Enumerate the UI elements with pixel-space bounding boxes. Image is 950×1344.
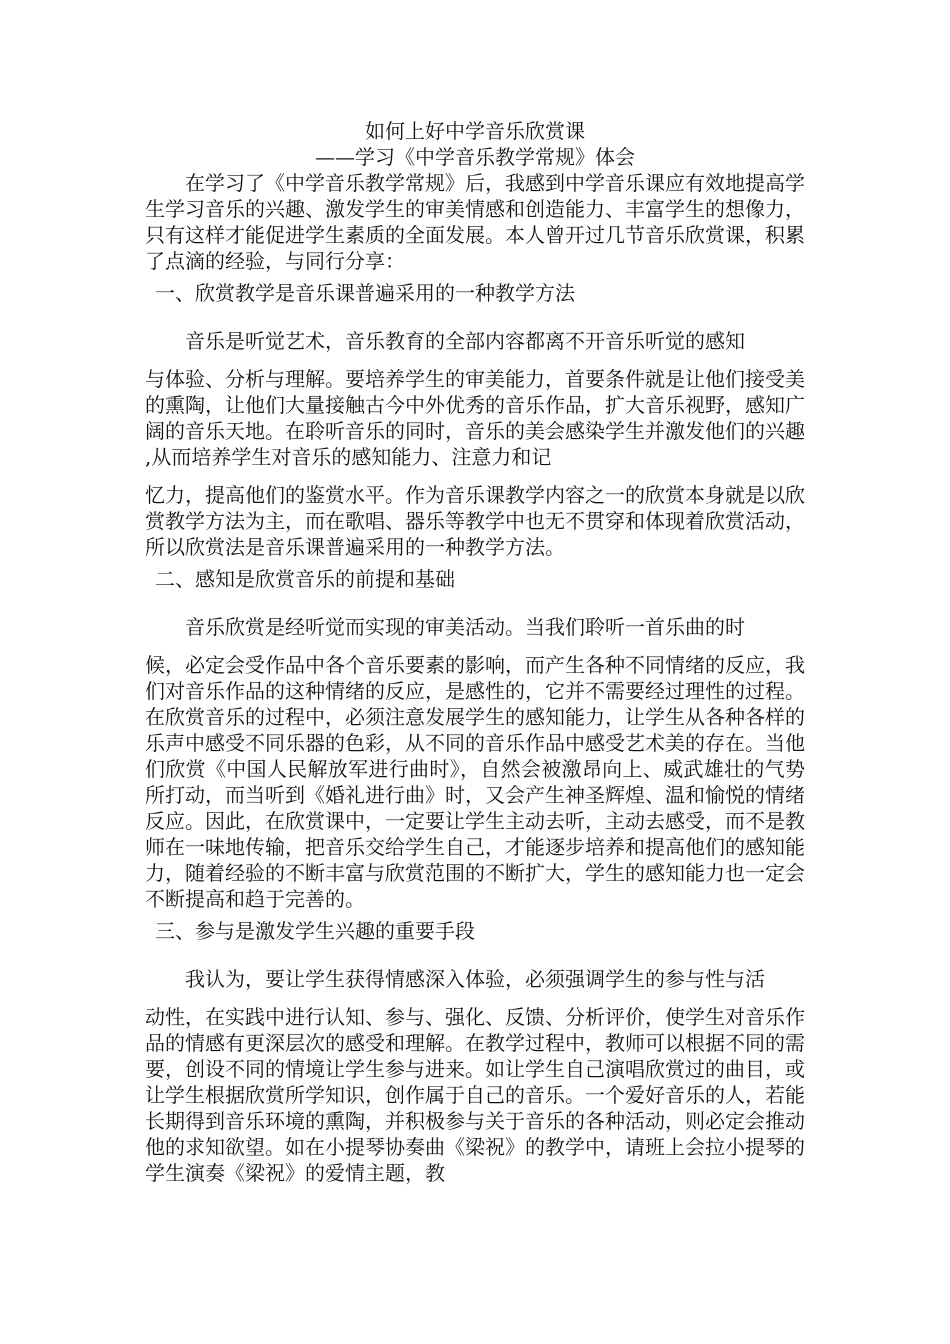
section-2-paragraph	[145, 614, 805, 912]
section-3-heading: 三、参与是激发学生兴趣的重要手段	[155, 919, 475, 943]
section-3-paragraph	[145, 966, 805, 1186]
intro-paragraph: 在学习了《中学音乐教学常规》后，我感到中学音乐课应有效地提高学生学习音乐的兴趣、激发学生的审美情感和创造能力、丰富学生的想像力，只有这样才能促进学生素质的全面发展。本人曾开过几节音乐欣赏课，积累了点滴的经验，与同行分享：	[145, 171, 805, 273]
section-1-heading: 一、欣赏教学是音乐课普遍采用的一种教学方法	[155, 281, 575, 305]
document-title: 如何上好中学音乐欣赏课	[365, 119, 585, 143]
section-1-part-3: 忆力，提高他们的鉴赏水平。作为音乐课教学内容之一的欣赏本身就是以欣赏教学方法为主，而在歌唱、器乐等教学中也无不贯穿和体现着欣赏活动，所以欣赏法是音乐课普遍采用的一种教学方法。	[145, 483, 805, 559]
document-page	[145, 118, 805, 1186]
section-1-line-1: 音乐是听觉艺术，音乐教育的全部内容都离不开音乐听觉的感知	[185, 329, 745, 353]
section-1-paragraph	[145, 328, 805, 560]
section-2-line-1: 音乐欣赏是经听觉而实现的审美活动。当我们聆听一首乐曲的时	[185, 615, 745, 639]
document-subtitle: ——学习《中学音乐教学常规》体会	[315, 145, 635, 169]
section-2-part-2: 候，必定会受作品中各个音乐要素的影响，而产生各种不同情绪的反应，我们对音乐作品的这种情绪的反应，是感性的，它并不需要经过理性的过程。在欣赏音乐的过程中，必须注意发展学生的感知能力，让学生从各种各样的乐声中感受不同乐器的色彩，从不同的音乐作品中感受艺术美的存在。当他们欣赏《中国人民解放军进行曲时》，自然会被激昂向上、威武雄壮的气势所打动，而当听到《婚礼进行曲》时，又会产生神圣辉煌、温和愉悦的情绪反应。因此，在欣赏课中，一定要让学生主动去听，主动去感受，而不是教师在一味地传输，把音乐交给学生自己，才能逐步培养和提高他们的感知能力，随着经验的不断丰富与欣赏范围的不断扩大，学生的感知能力也一定会不断提高和趋于完善的。	[145, 653, 805, 911]
section-3-part-2: 动性，在实践中进行认知、参与、强化、反馈、分析评价，使学生对音乐作品的情感有更深层次的感受和理解。在教学过程中，教师可以根据不同的需要，创设不同的情境让学生参与进来。如让学生自己演唱欣赏过的曲目，或让学生根据欣赏所学知识，创作属于自己的音乐。一个爱好音乐的人，若能长期得到音乐环境的熏陶，并积极参与关于音乐的各种活动，则必定会推动他的求知欲望。如在小提琴协奏曲《梁祝》的教学中，请班上会拉小提琴的学生演奏《梁祝》的爱情主题，教	[145, 1005, 805, 1185]
section-2-heading: 二、感知是欣赏音乐的前提和基础	[155, 567, 455, 591]
section-1-part-2: 与体验、分析与理解。要培养学生的审美能力，首要条件就是让他们接受美的熏陶，让他们大量接触古今中外优秀的音乐作品，扩大音乐视野，感知广阔的音乐天地。在聆听音乐的同时，音乐的美会感染学生并激发他们的兴趣 ,从而培养学生对音乐的感知能力、注意力和记	[145, 367, 805, 469]
section-3-line-1: 我认为，要让学生获得情感深入体验，必须强调学生的参与性与活	[185, 967, 765, 991]
